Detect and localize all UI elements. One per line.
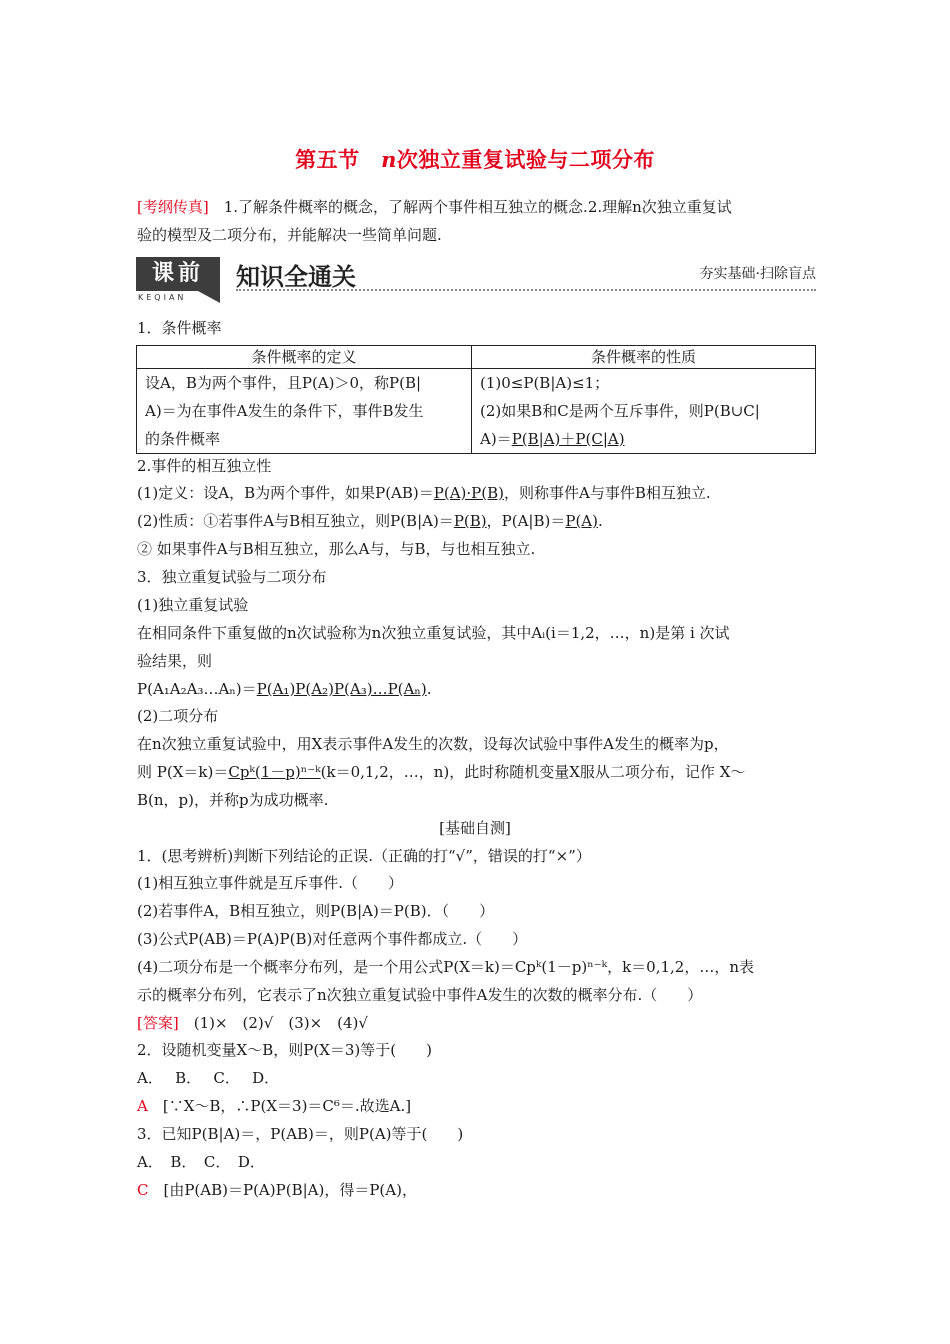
banner-section-title: 知识全通关 (236, 263, 356, 291)
question-1-item: (4)二项分布是一个概率分布列，是一个用公式P(X＝k)＝Cpᵏ(1－p)ⁿ⁻ᵏ，k＝0,1,2，…，n表 (137, 958, 755, 976)
fill-answer: P(A) (565, 512, 598, 530)
definition-line: 的条件概率 (145, 430, 221, 448)
answer-text: (1)× (2)√ (3)× (4)√ (178, 1014, 368, 1032)
question-1-item: 示的概率分布列，它表示了n次独立重复试验中事件A发生的次数的概率分布.（ ） (137, 986, 703, 1004)
definition-line: 设A，B为两个事件，且P(A)＞0，称P(B| (145, 374, 422, 392)
question-3: 3．已知P(B|A)＝，P(AB)＝，则P(A)等于( ) (137, 1125, 464, 1143)
conditional-probability-table (136, 345, 816, 454)
kaogang-paragraph (137, 193, 817, 249)
answer-2 (137, 1095, 411, 1117)
text: P(A₁A₂A₃…Aₙ)＝ (137, 680, 257, 698)
repeated-trials-formula (137, 678, 431, 700)
table-cell-properties (472, 369, 816, 454)
question-2: 2．设随机变量X～B，则P(X＝3)等于( ) (137, 1041, 432, 1059)
binomial-text: 在n次独立重复试验中，用X表示事件A发生的次数，设每次试验中事件A发生的概率为p， (137, 735, 729, 753)
text: ，则称事件A与事件B相互独立. (503, 484, 711, 502)
title-n: n (381, 147, 397, 172)
answer-3 (137, 1179, 417, 1201)
answer-letter: A (137, 1097, 148, 1115)
definition-line: A)＝为在事件A发生的条件下，事件B发生 (145, 402, 424, 420)
kaogang-tag: [考纲传真] (137, 198, 209, 216)
text: . (598, 512, 603, 530)
heading-independence: 2.事件的相互独立性 (137, 457, 272, 475)
text: (2)性质：①若事件A与B相互独立，则P(B|A)＝ (137, 512, 454, 530)
banner-subtitle: 夯实基础·扫除盲点 (699, 266, 816, 282)
answer-tag: [答案] (137, 1014, 179, 1032)
table-cell-definition (137, 369, 472, 454)
banner-pinyin: KEQIAN (138, 293, 187, 302)
binomial-formula (137, 761, 745, 783)
subheading-repeated-trials: (1)独立重复试验 (137, 596, 249, 614)
independence-definition (137, 482, 711, 504)
self-test-heading: [基础自测] (439, 819, 511, 837)
text: 则 P(X＝k)＝ (137, 763, 229, 781)
text: . (426, 680, 432, 698)
answer-letter: C (137, 1181, 149, 1199)
question-1: 1．(思考辨析)判断下列结论的正误.（正确的打“√”，错误的打“×”） (137, 847, 591, 865)
answer-text: [∵X～B，∴P(X＝3)＝C⁶＝.故选A.] (147, 1097, 412, 1115)
fill-answer: P(A)·P(B) (433, 484, 504, 502)
table-row (137, 369, 816, 454)
property-line: (1)0≤P(B|A)≤1； (480, 374, 610, 392)
section-banner (136, 257, 816, 305)
property-line: (2)如果B和C是两个互斥事件，则P(B∪C| (480, 402, 760, 420)
kaogang-line1: 1.了解条件概率的概念，了解两个事件相互独立的概念.2.理解n次独立重复试 (223, 198, 732, 216)
property-answer: P(B|A)＋P(C|A) (511, 430, 625, 448)
text: (k＝0,1,2，…，n)，此时称随机变量X服从二项分布，记作 X～ (320, 763, 746, 781)
banner-box: 课前 (136, 257, 220, 291)
banner-flag-tail (198, 291, 220, 303)
title-text: 次独立重复试验与二项分布 (396, 148, 655, 172)
page-title (0, 144, 950, 174)
fill-answer: P(A₁)P(A₂)P(A₃)…P(Aₙ) (256, 680, 427, 698)
repeated-trials-text: 在相同条件下重复做的n次试验称为n次独立重复试验，其中Aᵢ(i＝1,2，…，n)是第 i 次试 (137, 624, 730, 642)
table-header-row (137, 346, 816, 369)
question-2-options: A． B． C． D． (137, 1069, 280, 1087)
answer-text: [由P(AB)＝P(A)P(B|A)，得＝P(A)， (148, 1181, 417, 1199)
question-1-item: (2)若事件A，B相互独立，则P(B|A)＝P(B)．（ ） (137, 902, 495, 920)
subheading-binomial-distribution: (2)二项分布 (137, 707, 219, 725)
table-header-properties: 条件概率的性质 (472, 346, 816, 369)
text: (1)定义：设A，B为两个事件，如果P(AB)＝ (137, 484, 434, 502)
question-1-item: (1)相互独立事件就是互斥事件.（ ） (137, 874, 404, 892)
title-prefix: 第五节 (295, 148, 382, 172)
independence-property-2: ② 如果事件A与B相互独立，那么A与，与B，与也相互独立. (137, 540, 536, 558)
question-3-options: A． B． C． D． (137, 1153, 265, 1171)
answer-1 (137, 1012, 368, 1034)
heading-conditional-probability: 1．条件概率 (137, 319, 222, 337)
heading-binomial: 3．独立重复试验与二项分布 (137, 568, 327, 586)
binomial-text: B(n，p)，并称p为成功概率. (137, 791, 329, 809)
repeated-trials-text: 验结果，则 (137, 652, 213, 670)
property-line: A)＝ (480, 430, 512, 448)
text: ，P(A|B)＝ (486, 512, 566, 530)
independence-property (137, 510, 603, 532)
fill-answer: P(B) (453, 512, 487, 530)
fill-answer: Cpᵏ(1－p)ⁿ⁻ᵏ (228, 763, 321, 781)
banner-dotted-rule (236, 289, 816, 291)
table-header-definition: 条件概率的定义 (137, 346, 472, 369)
question-1-item: (3)公式P(AB)＝P(A)P(B)对任意两个事件都成立.（ ） (137, 930, 528, 948)
kaogang-line2: 验的模型及二项分布，并能解决一些简单问题. (137, 226, 442, 244)
